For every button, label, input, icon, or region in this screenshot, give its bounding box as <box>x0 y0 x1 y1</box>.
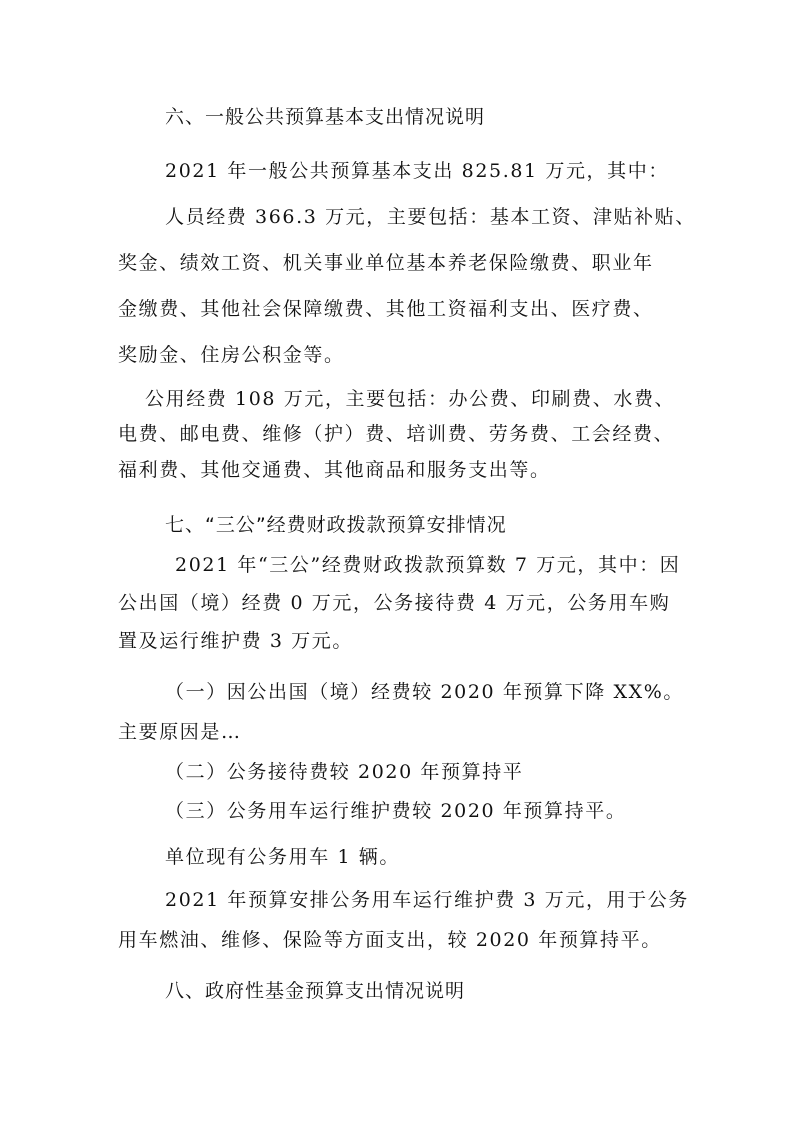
personnel-line-1: 人员经费 366.3 万元，主要包括：基本工资、津贴补贴、 <box>165 206 696 228</box>
section-6-heading: 六、一般公共预算基本支出情况说明 <box>165 106 486 128</box>
personnel-line-2: 奖金、绩效工资、机关事业单位基本养老保险缴费、职业年 <box>118 252 654 274</box>
item-3: （三）公务用车运行维护费较 2020 年预算持平。 <box>165 800 627 822</box>
personnel-line-3: 金缴费、其他社会保障缴费、其他工资福利支出、医疗费、 <box>118 298 654 320</box>
public-expense-line-2: 电费、邮电费、维修（护）费、培训费、劳务费、工会经费、 <box>118 423 675 445</box>
personnel-line-4: 奖励金、住房公积金等。 <box>118 344 345 366</box>
vehicle-budget-line-2: 用车燃油、维修、保险等方面支出，较 2020 年预算持平。 <box>118 929 662 951</box>
three-public-summary-line-3: 置及运行维护费 3 万元。 <box>118 630 353 652</box>
section-6-intro: 2021 年一般公共预算基本支出 825.81 万元，其中： <box>165 160 669 182</box>
item-2: （二）公务接待费较 2020 年预算持平 <box>165 761 524 783</box>
three-public-summary-line-2: 公出国（境）经费 0 万元，公务接待费 4 万元，公务用车购 <box>118 592 671 614</box>
vehicle-budget-line-1: 2021 年预算安排公务用车运行维护费 3 万元，用于公务 <box>165 889 689 911</box>
public-expense-line-1: 公用经费 108 万元，主要包括：办公费、印刷费、水费、 <box>145 388 676 410</box>
section-8-heading: 八、政府性基金预算支出情况说明 <box>165 980 466 1002</box>
item-1-line-2: 主要原因是… <box>118 721 242 743</box>
vehicle-count: 单位现有公务用车 1 辆。 <box>165 846 400 868</box>
public-expense-line-3: 福利费、其他交通费、其他商品和服务支出等。 <box>118 459 551 481</box>
three-public-summary-line-1: 2021 年“三公”经费财政拨款预算数 7 万元，其中：因 <box>175 554 681 576</box>
section-7-heading: 七、“三公”经费财政拨款预算安排情况 <box>165 514 507 536</box>
item-1-line-1: （一）因公出国（境）经费较 2020 年预算下降 XX%。 <box>165 681 684 703</box>
